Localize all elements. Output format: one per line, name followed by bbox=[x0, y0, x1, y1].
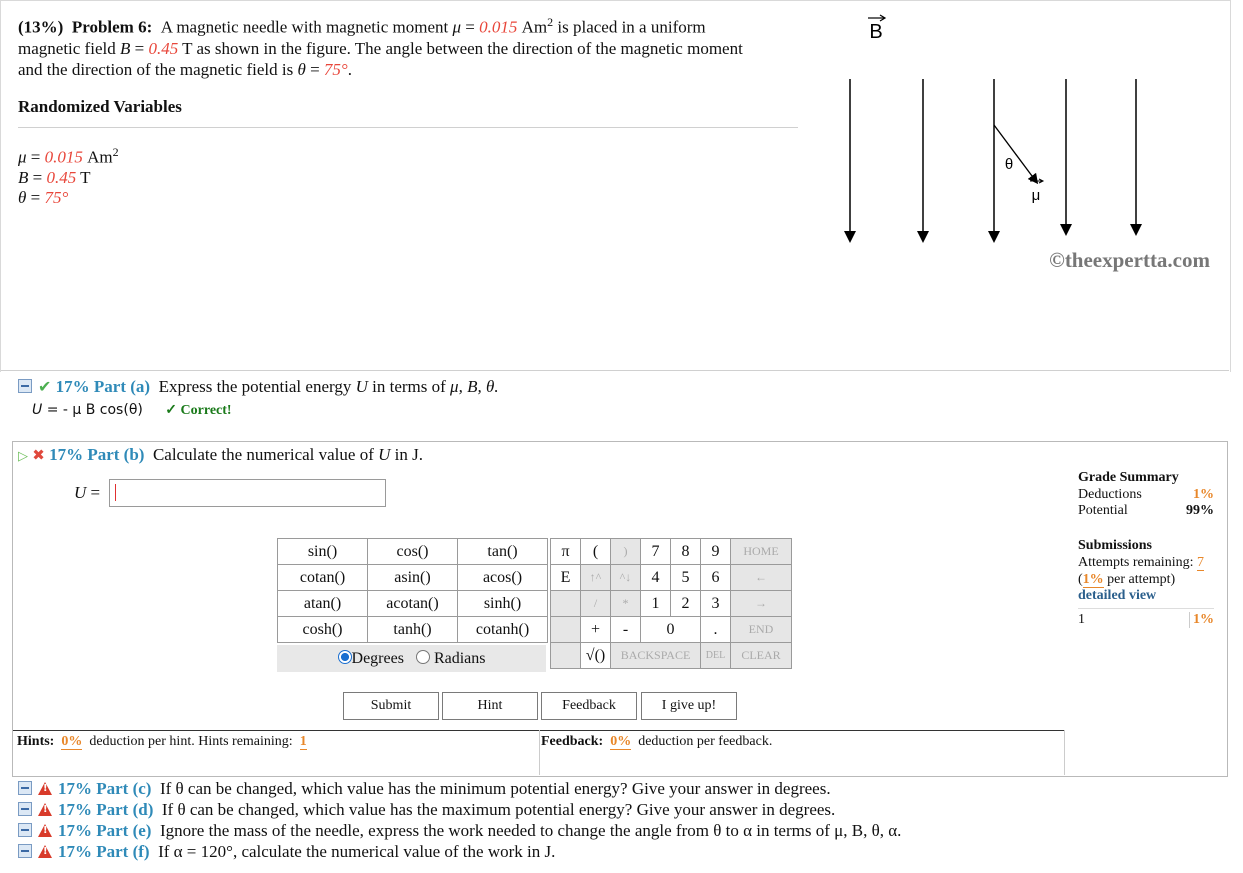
submission-row: 1 1% bbox=[1078, 608, 1214, 628]
key-multiply[interactable]: * bbox=[611, 591, 641, 617]
function-keypad bbox=[277, 538, 548, 643]
divider bbox=[1, 370, 1229, 371]
key-dot[interactable]: . bbox=[701, 617, 731, 643]
feedback-info: Feedback: 0% deduction per feedback. bbox=[541, 734, 773, 749]
key-lparen[interactable]: ( bbox=[581, 539, 611, 565]
key-end[interactable]: END bbox=[731, 617, 792, 643]
key-tan[interactable]: tan() bbox=[458, 539, 548, 565]
hint-button[interactable]: Hint bbox=[442, 692, 538, 720]
var-mu: μ = 0.015 Am$^2$ bbox=[18, 145, 119, 167]
key-9[interactable]: 9 bbox=[701, 539, 731, 565]
part-d-row[interactable]: !17% Part (d) If θ can be changed, which value has the maximum potential energy? Give your answer in degrees. bbox=[18, 800, 835, 820]
key-1[interactable]: 1 bbox=[641, 591, 671, 617]
key-left[interactable]: ← bbox=[731, 565, 792, 591]
key-home[interactable]: HOME bbox=[731, 539, 792, 565]
warning-icon bbox=[38, 845, 52, 858]
feedback-button[interactable]: Feedback bbox=[541, 692, 637, 720]
give-up-button[interactable]: I give up! bbox=[641, 692, 737, 720]
collapse-icon[interactable] bbox=[18, 781, 32, 795]
warning-icon bbox=[38, 782, 52, 795]
key-8[interactable]: 8 bbox=[671, 539, 701, 565]
attempts-info: Attempts remaining: 7 (1% per attempt) bbox=[1078, 555, 1204, 587]
problem-statement bbox=[18, 12, 818, 80]
key-subscript[interactable]: ^↓ bbox=[611, 565, 641, 591]
key-rparen[interactable]: ) bbox=[611, 539, 641, 565]
problem-line-1: (13%) Problem 6: A magnetic needle with magnetic moment μ = 0.015 Am$^2$ is placed in a uniform bbox=[18, 15, 706, 37]
part-f-row[interactable]: !17% Part (f) If α = 120°, calculate the numerical value of the work in J. bbox=[18, 842, 555, 862]
text-cursor bbox=[115, 484, 116, 501]
watermark: ©theexpertta.com bbox=[1049, 248, 1210, 272]
key-5[interactable]: 5 bbox=[671, 565, 701, 591]
key-power[interactable]: ↑^ bbox=[581, 565, 611, 591]
key-acos[interactable]: acos() bbox=[458, 565, 548, 591]
key-blank bbox=[551, 643, 581, 669]
detailed-view-link[interactable]: detailed view bbox=[1078, 588, 1157, 603]
key-del[interactable]: DEL bbox=[701, 643, 731, 669]
key-sqrt[interactable]: √() bbox=[581, 643, 611, 669]
part-c-row[interactable]: !17% Part (c) If θ can be changed, which value has the minimum potential energy? Give your answer in degrees. bbox=[18, 779, 831, 799]
mu-vector bbox=[994, 125, 1035, 180]
degrees-radio[interactable] bbox=[338, 650, 352, 664]
mu-vector-label: μ bbox=[1031, 187, 1041, 204]
collapse-icon[interactable] bbox=[18, 379, 32, 393]
collapse-icon[interactable] bbox=[18, 844, 32, 858]
key-cos[interactable]: cos() bbox=[368, 539, 458, 565]
radians-radio[interactable] bbox=[416, 650, 430, 664]
deductions-row: Deductions 1% bbox=[1078, 487, 1214, 502]
key-backspace[interactable]: BACKSPACE bbox=[611, 643, 701, 669]
magnetic-field-figure bbox=[830, 5, 1230, 275]
key-3[interactable]: 3 bbox=[701, 591, 731, 617]
key-cosh[interactable]: cosh() bbox=[278, 617, 368, 643]
key-7[interactable]: 7 bbox=[641, 539, 671, 565]
b-vector-label: B bbox=[869, 21, 883, 43]
play-icon: ▷ bbox=[18, 448, 28, 463]
hints-info: Hints: 0% deduction per hint. Hints remaining: 1 bbox=[17, 734, 307, 749]
key-minus[interactable]: - bbox=[611, 617, 641, 643]
divider bbox=[1064, 730, 1065, 775]
key-tanh[interactable]: tanh() bbox=[368, 617, 458, 643]
key-0[interactable]: 0 bbox=[641, 617, 701, 643]
key-6[interactable]: 6 bbox=[701, 565, 731, 591]
part-a-row[interactable]: ✔ 17% Part (a) Express the potential energy U in terms of μ, B, θ. bbox=[18, 377, 499, 397]
var-theta: θ = 75° bbox=[18, 187, 69, 207]
key-clear[interactable]: CLEAR bbox=[731, 643, 792, 669]
divider bbox=[18, 127, 798, 128]
key-2[interactable]: 2 bbox=[671, 591, 701, 617]
key-4[interactable]: 4 bbox=[641, 565, 671, 591]
key-sinh[interactable]: sinh() bbox=[458, 591, 548, 617]
grade-summary bbox=[1078, 470, 1214, 628]
collapse-icon[interactable] bbox=[18, 802, 32, 816]
randomized-variables-list bbox=[18, 142, 119, 208]
key-atan[interactable]: atan() bbox=[278, 591, 368, 617]
potential-row: Potential 99% bbox=[1078, 503, 1214, 518]
part-a-answer: U = - μ B cos(θ) ✓ Correct! bbox=[32, 402, 232, 418]
key-divide[interactable]: / bbox=[581, 591, 611, 617]
key-asin[interactable]: asin() bbox=[368, 565, 458, 591]
angle-mode: Degrees Radians bbox=[277, 645, 546, 672]
var-b: B = 0.45 T bbox=[18, 167, 91, 187]
submit-button[interactable]: Submit bbox=[343, 692, 439, 720]
part-e-row[interactable]: !17% Part (e) Ignore the mass of the needle, express the work needed to change the angle from θ to α in terms of μ, B, θ, α. bbox=[18, 821, 901, 841]
warning-icon bbox=[38, 824, 52, 837]
key-right[interactable]: → bbox=[731, 591, 792, 617]
warning-icon bbox=[38, 803, 52, 816]
u-equals-label: U = bbox=[74, 483, 101, 502]
part-b-row[interactable]: ▷ ✖ 17% Part (b) Calculate the numerical value of U in J. bbox=[18, 445, 423, 464]
problem-line-3: and the direction of the magnetic field is θ = 75°. bbox=[18, 59, 352, 79]
key-blank bbox=[551, 591, 581, 617]
numeric-keypad bbox=[550, 538, 792, 669]
cross-icon: ✖ bbox=[32, 448, 45, 464]
collapse-icon[interactable] bbox=[18, 823, 32, 837]
problem-line-2: magnetic field B = 0.45 T as shown in the figure. The angle between the direction of the magnetic moment bbox=[18, 38, 743, 58]
key-acotan[interactable]: acotan() bbox=[368, 591, 458, 617]
theta-label: θ bbox=[1004, 156, 1014, 173]
randomized-variables-title: Randomized Variables bbox=[18, 97, 182, 116]
key-blank bbox=[551, 617, 581, 643]
submissions-title: Submissions bbox=[1078, 538, 1152, 553]
grade-summary-title: Grade Summary bbox=[1078, 470, 1179, 485]
key-e[interactable]: E bbox=[551, 565, 581, 591]
key-sin[interactable]: sin() bbox=[278, 539, 368, 565]
key-pi[interactable]: π bbox=[551, 539, 581, 565]
divider bbox=[539, 730, 540, 775]
answer-input[interactable] bbox=[109, 479, 386, 507]
key-cotanh[interactable]: cotanh() bbox=[458, 617, 548, 643]
key-cotan[interactable]: cotan() bbox=[278, 565, 368, 591]
check-icon: ✔ bbox=[38, 379, 52, 396]
correct-label: ✓ Correct! bbox=[165, 403, 232, 418]
key-plus[interactable]: + bbox=[581, 617, 611, 643]
